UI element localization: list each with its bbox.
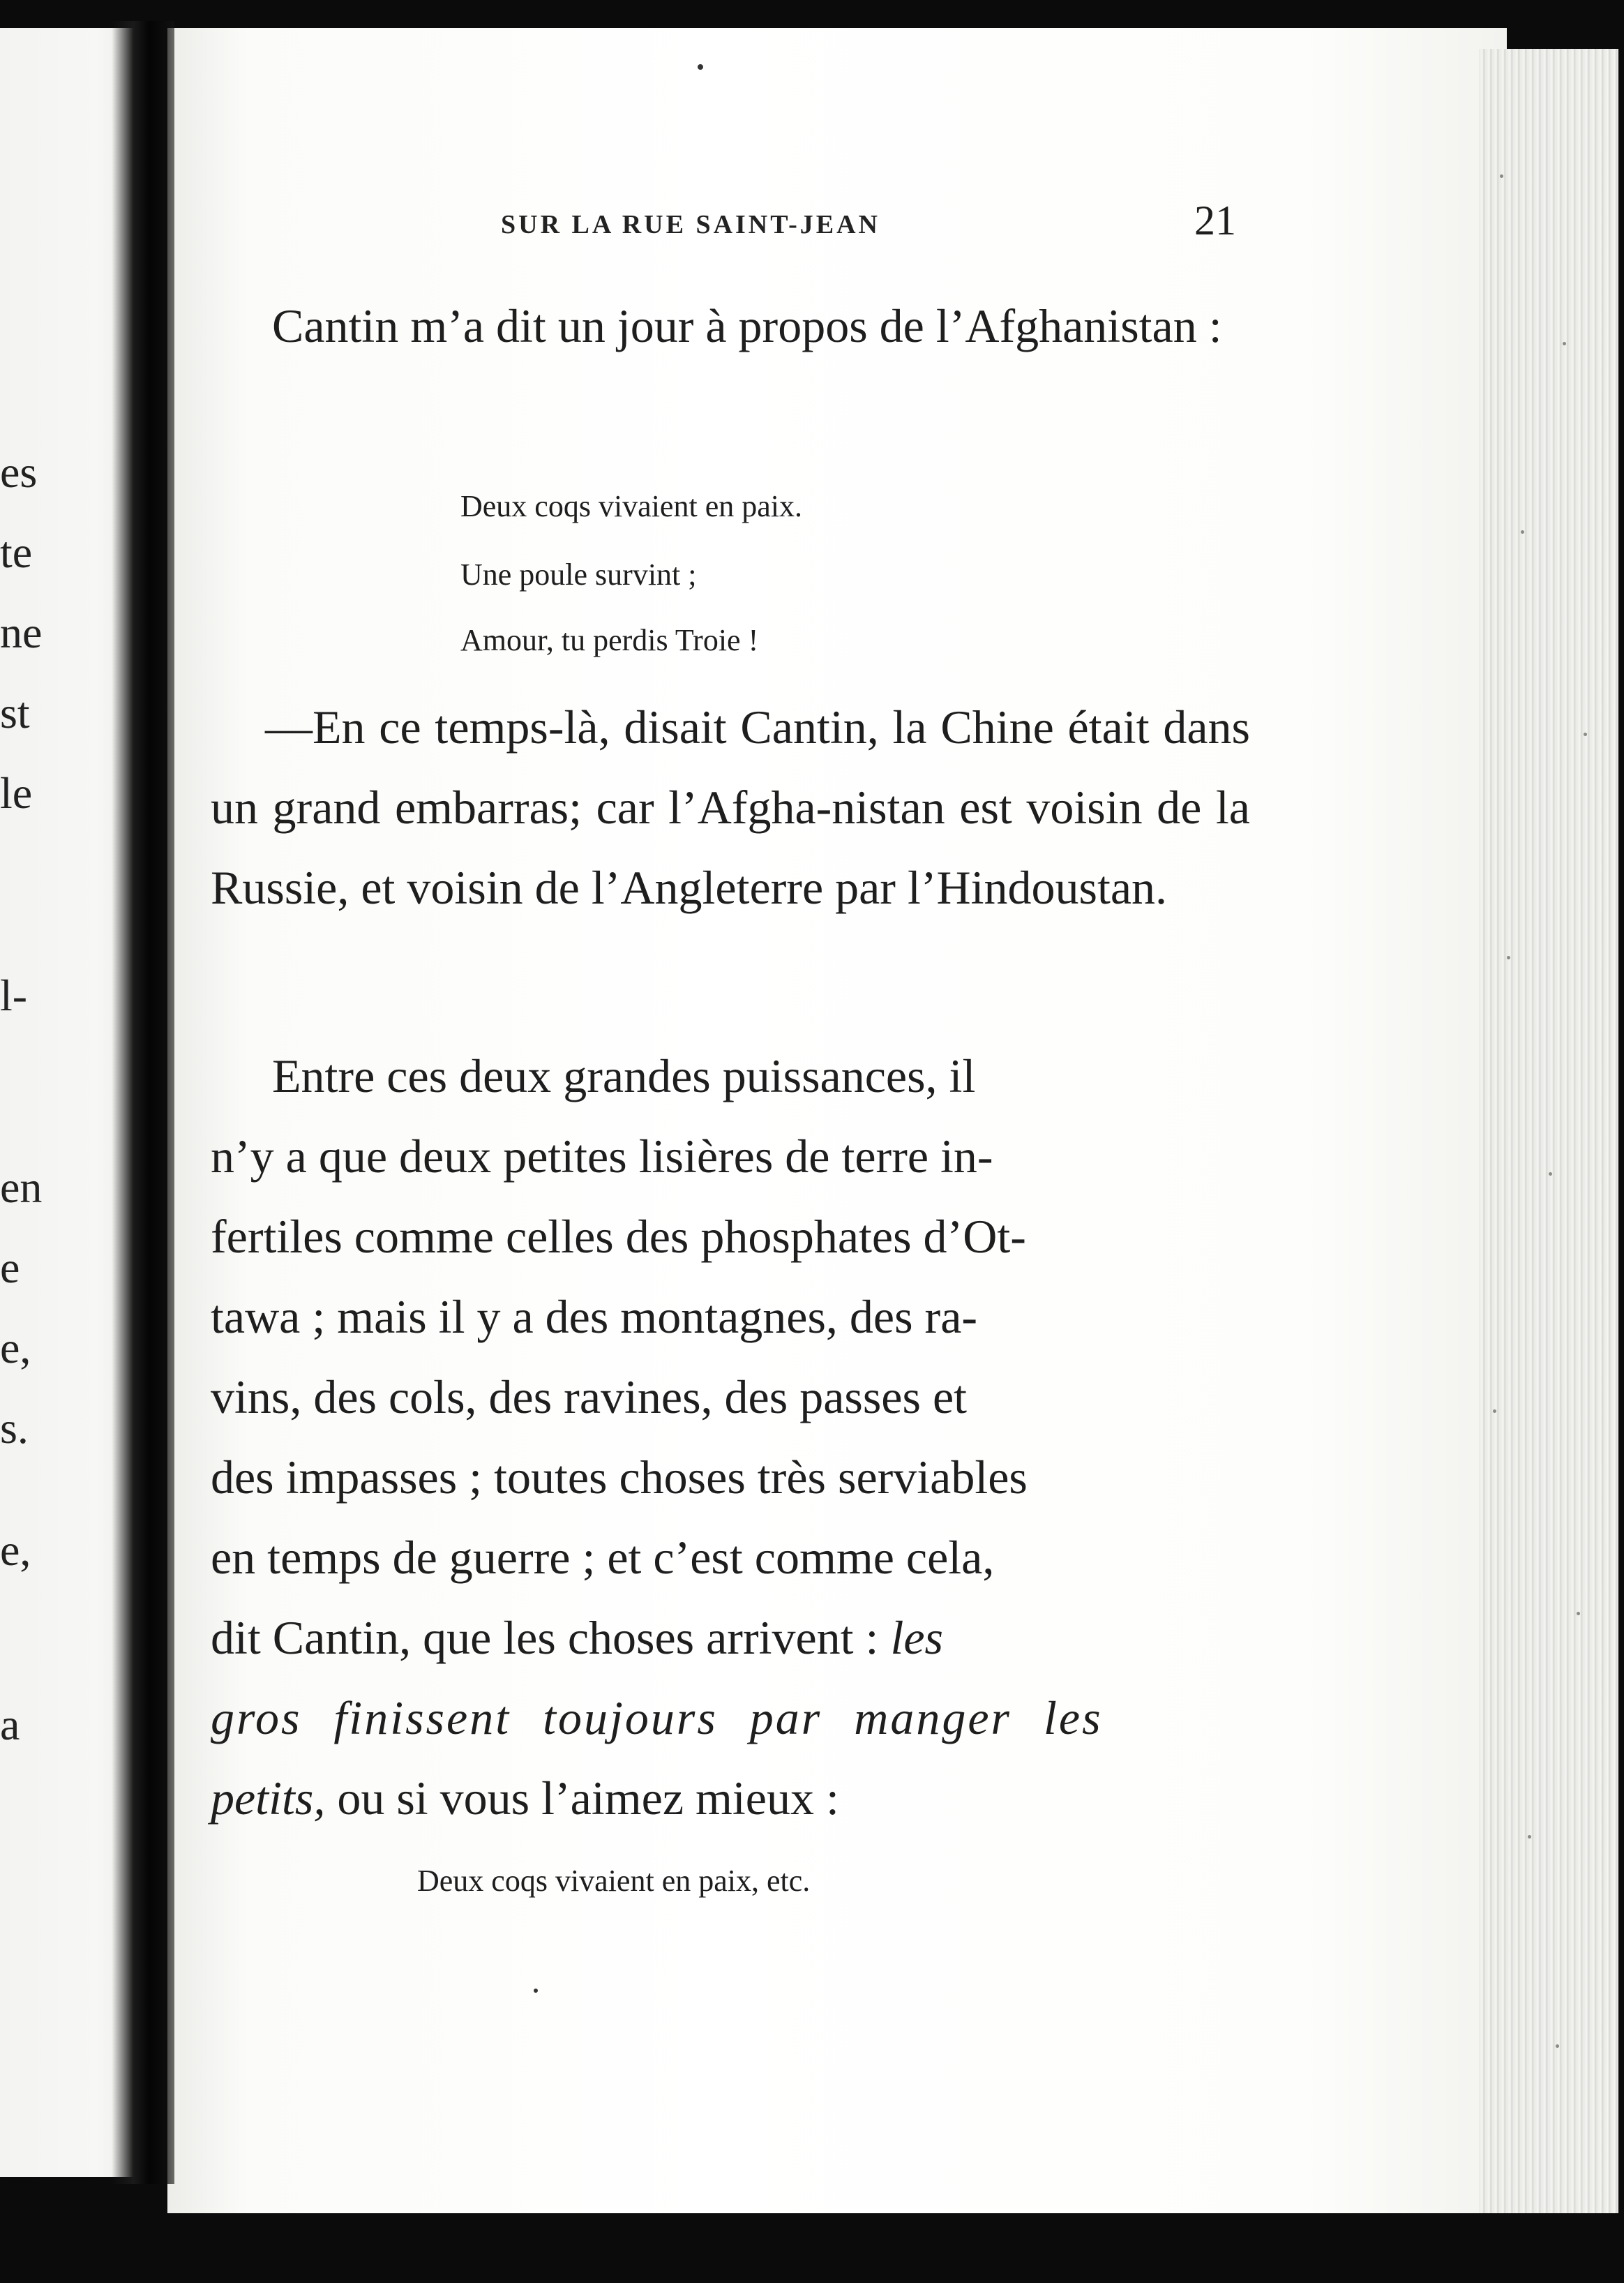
paragraph-3-line [211,1678,1250,1758]
paper-speck [1500,174,1503,178]
left-page-fragment: e [0,1243,20,1292]
left-page-fragment: st [0,688,30,738]
verse-line: Deux coqs vivaient en paix, etc. [417,1864,811,1898]
left-page-fragment: ne [0,608,43,657]
paragraph-3-line-text: Entre ces deux grandes puissances, il [272,1049,976,1102]
paragraph-3-line-text: dit Cantin, que les choses arrivent : [211,1611,891,1664]
paper-speck [1493,1409,1496,1413]
italic-phrase: petits, [211,1772,326,1825]
paragraph-3-line [211,1598,1250,1678]
paper-speck [1563,342,1566,345]
page-number: 21 [1194,197,1236,244]
verse-line: Amour, tu perdis Troie ! [460,623,759,657]
left-page-fragment: le [0,768,33,818]
running-title: SUR LA RUE SAINT-JEAN [501,210,880,239]
paragraph-3-line: en temps de guerre ; et c’est comme cela, [211,1531,995,1584]
left-page-fragment: l- [0,971,28,1020]
paragraph-3-line: n’y a que deux petites lisières de terre in- [211,1130,993,1183]
left-page-fragment: te [0,527,33,577]
paragraph-3-line [211,1758,1250,1839]
paper-speck [1577,1612,1580,1615]
left-page-fragment: es [0,447,38,497]
paper-speck [1549,1172,1552,1176]
binding-shadow [112,21,174,2184]
paragraph-1-text: Cantin m’a dit un jour à propos de l’Afghanistan : [272,299,1222,352]
paper-speck [1507,956,1510,959]
left-page-fragment: e, [0,1525,31,1575]
scan-border-bottom [0,2213,1624,2283]
paper-speck [1521,530,1524,534]
paragraph-2-text: —En ce temps-là, disait Cantin, la Chine était dans un grand embarras; car l’Afgha-nistan est voisin de la Russie, et voisin de l’Angleterre par l’Hindoustan. [211,701,1250,914]
paragraph-3-line: tawa ; mais il y a des montagnes, des ra- [211,1290,978,1343]
scan-border-top [0,0,1624,29]
paragraph-3-line: vins, des cols, des ravines, des passes et [211,1370,968,1423]
paragraph-1 [211,286,1250,366]
left-page-fragment: e, [0,1323,31,1372]
italic-phrase: gros finissent toujours par manger les [211,1691,1103,1744]
paragraph-3-line: des impasses ; toutes choses très serviables [211,1451,1028,1504]
verse-line: Une poule survint ; [460,557,697,592]
paragraph-3-line: fertiles comme celles des phosphates d’Ot- [211,1210,1026,1263]
italic-phrase: les [890,1611,943,1664]
verse-line: Deux coqs vivaient en paix. [460,489,802,523]
left-page-fragment: s. [0,1403,29,1453]
paper-speck [1584,733,1587,736]
paragraph-3-line [211,1036,1250,1116]
paper-speck [534,1989,538,1993]
paper-speck [698,64,703,70]
paragraph-3 [211,1036,1250,1839]
paper-speck [1556,2044,1559,2048]
page-stack-edge [1479,49,1618,2233]
left-page-fragment: a [0,1700,20,1749]
paper-speck [1528,1835,1531,1839]
paragraph-3-line-text: ou si vous l’aimez mieux : [325,1772,839,1825]
paragraph-2 [211,687,1250,928]
left-page-fragment: en [0,1162,43,1212]
